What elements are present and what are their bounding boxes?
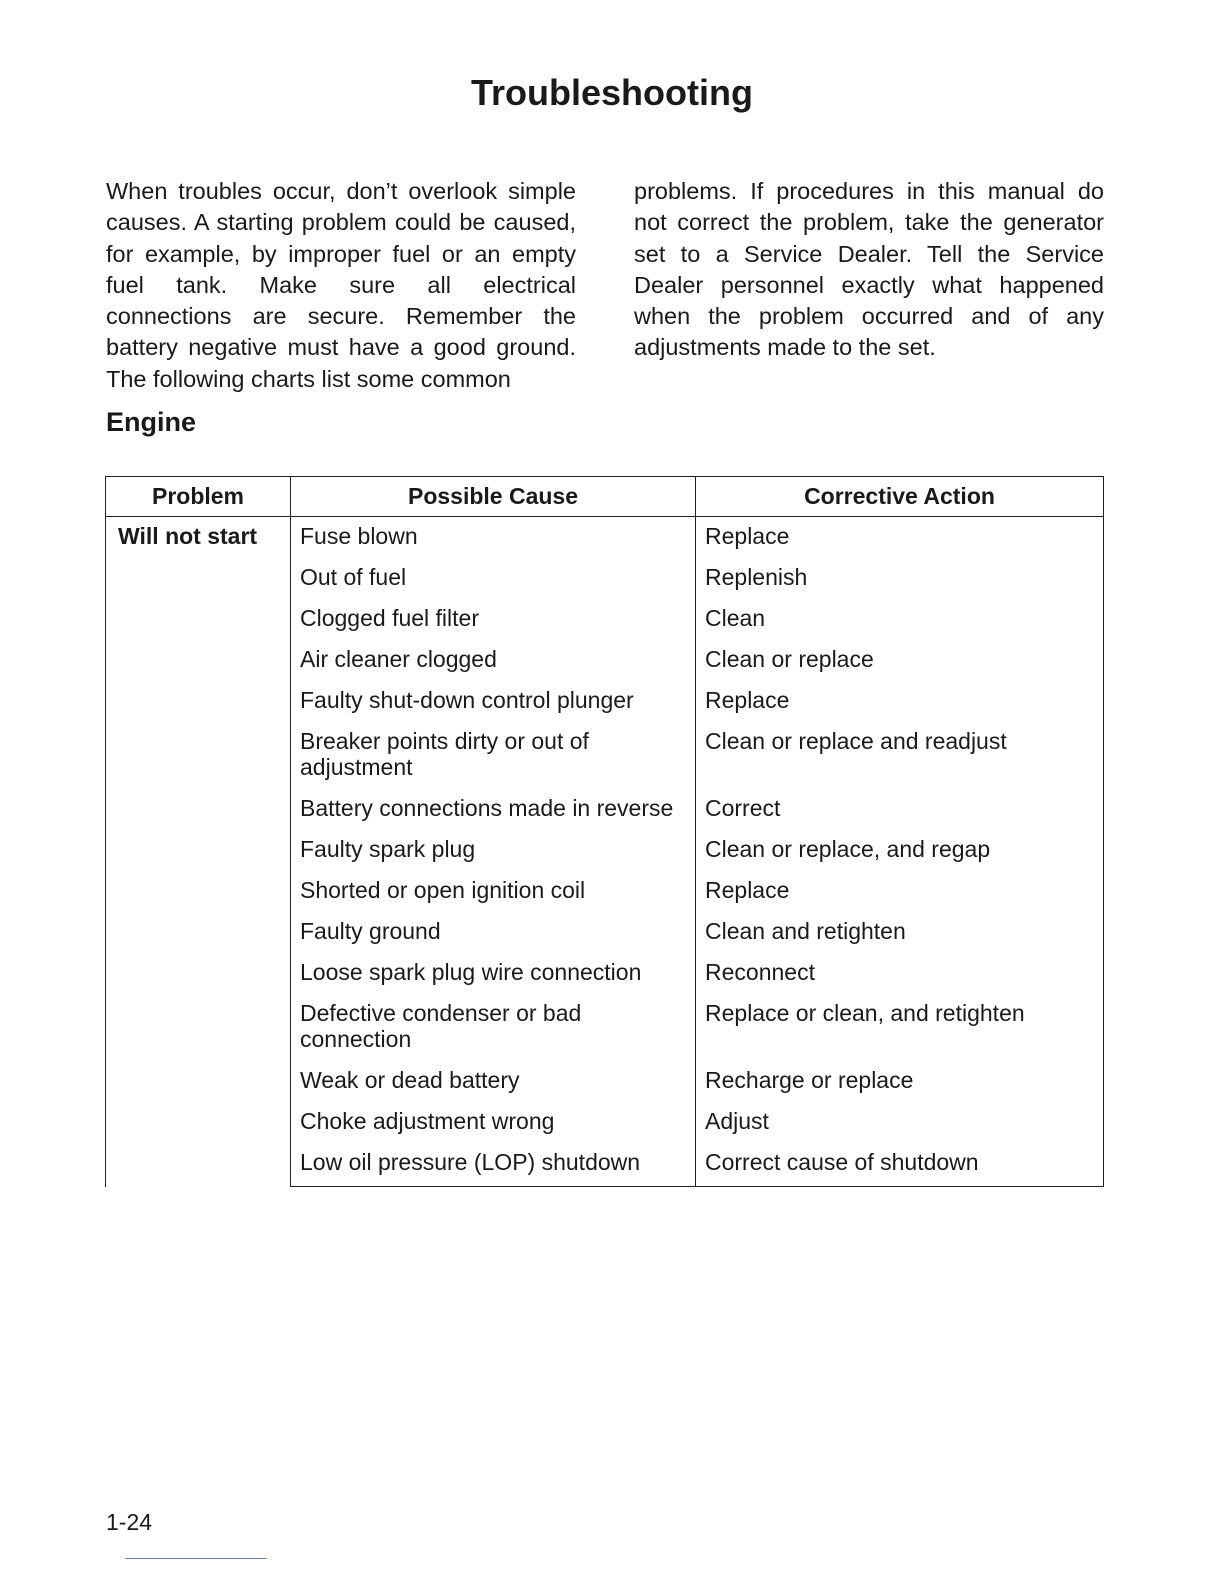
cause-cell: Defective condenser or bad connection [291,996,696,1063]
table-row [106,517,1104,561]
footer-rule [125,1558,267,1559]
header-problem: Problem [106,477,291,517]
cause-cell: Choke adjustment wrong [291,1104,696,1145]
cause-cell: Weak or dead battery [291,1063,696,1104]
action-cell: Replace or clean, and retighten [696,996,1104,1063]
action-cell: Replace [696,683,1104,724]
cause-cell: Faulty spark plug [291,832,696,873]
cause-cell: Battery connections made in reverse [291,791,696,832]
cause-cell: Out of fuel [291,560,696,601]
troubleshooting-table [105,476,1104,1187]
cause-cell: Faulty shut-down control plunger [291,683,696,724]
action-cell: Correct [696,791,1104,832]
action-cell: Recharge or replace [696,1063,1104,1104]
header-corrective-action: Corrective Action [696,477,1104,517]
cause-cell: Faulty ground [291,914,696,955]
header-possible-cause: Possible Cause [291,477,696,517]
problem-cell: Will not start [106,517,291,1187]
intro-paragraph-right: problems. If procedures in this manual do not correct the problem, take the generator set to a Service Dealer. Tell the Service Dealer personnel exactly what happened when the problem occurred and of any adjustments made to the set. [634,178,1104,361]
cause-cell: Shorted or open ignition coil [291,873,696,914]
action-cell: Replenish [696,560,1104,601]
cause-cell: Air cleaner clogged [291,642,696,683]
page-title: Troubleshooting [471,72,753,113]
action-cell: Adjust [696,1104,1104,1145]
action-cell: Clean or replace and readjust [696,724,1104,791]
cause-cell: Low oil pressure (LOP) shutdown [291,1145,696,1187]
cause-cell: Fuse blown [291,517,696,561]
action-cell: Clean and retighten [696,914,1104,955]
cause-cell: Clogged fuel filter [291,601,696,642]
section-heading-engine: Engine [106,407,197,437]
intro-text [106,176,1104,395]
cause-cell: Loose spark plug wire connection [291,955,696,996]
action-cell: Clean or replace [696,642,1104,683]
action-cell: Clean or replace, and regap [696,832,1104,873]
intro-paragraph-left: When troubles occur, don’t overlook simple causes. A starting problem could be caused, for example, by improper fuel or an empty fuel tank. Make sure all electrical connections are secure. Remember the battery negative must have a good ground. The following charts list some common [106,178,576,392]
action-cell: Reconnect [696,955,1104,996]
action-cell: Replace [696,517,1104,561]
page-number: 1-24 [106,1509,153,1535]
cause-cell: Breaker points dirty or out of adjustment [291,724,696,791]
table-header-row [106,477,1104,517]
action-cell: Clean [696,601,1104,642]
action-cell: Correct cause of shutdown [696,1145,1104,1187]
action-cell: Replace [696,873,1104,914]
